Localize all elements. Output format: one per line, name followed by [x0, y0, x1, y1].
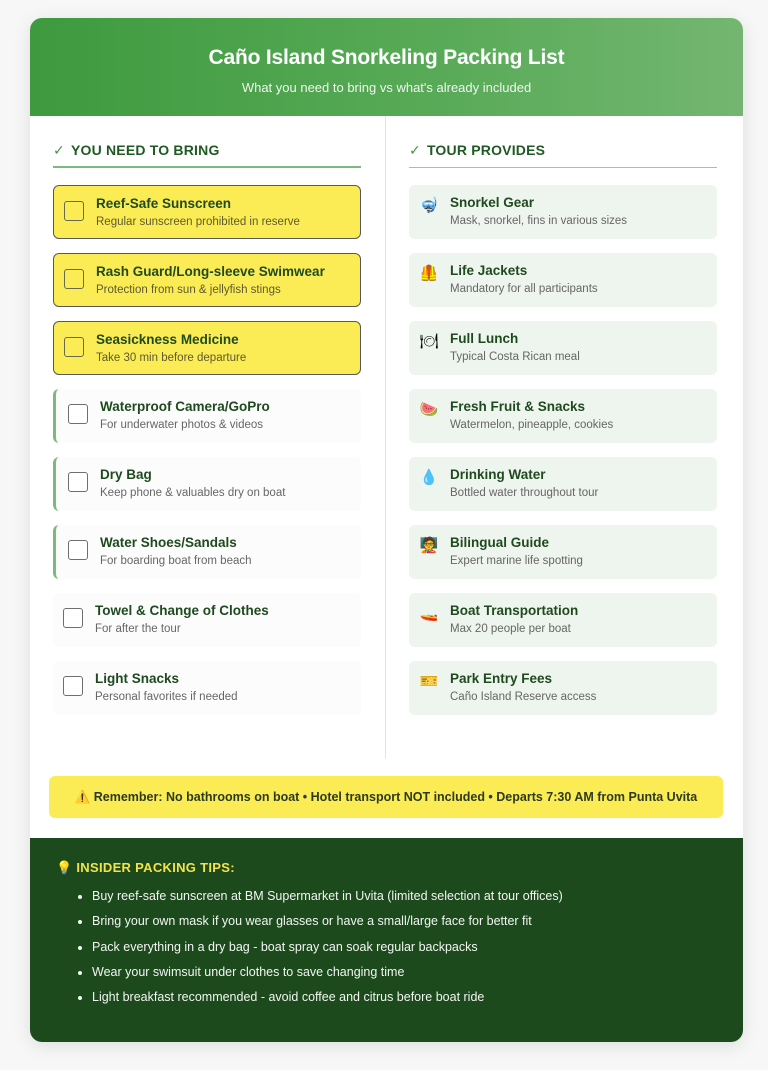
speedboat-icon: 🚤: [419, 605, 439, 622]
provides-item-park-entry-fees: [409, 661, 717, 715]
bring-heading: [53, 116, 361, 168]
tip-item: • Light breakfast recommended - avoid coffee and citrus before boat ride: [92, 989, 743, 1005]
item-name: Water Shoes/Sandals: [100, 535, 237, 550]
bring-item-seasickness-medicine[interactable]: [53, 321, 361, 375]
provides-heading-label: TOUR PROVIDES: [426, 142, 546, 158]
item-description: Protection from sun & jellyfish stings: [96, 284, 281, 296]
bring-list: [53, 185, 361, 715]
item-description: Mandatory for all participants: [450, 283, 598, 295]
bring-item-dry-bag[interactable]: [53, 457, 361, 511]
item-description: Personal favorites if needed: [95, 691, 238, 703]
guide-icon: 🧑‍🏫: [419, 537, 439, 554]
checkbox[interactable]: [68, 540, 88, 560]
item-name: Rash Guard/Long-sleeve Swimwear: [96, 264, 325, 279]
provides-item-snorkel-gear: [409, 185, 717, 239]
watermelon-icon: 🍉: [419, 401, 439, 418]
columns: [30, 116, 743, 758]
item-name: Snorkel Gear: [450, 195, 535, 210]
item-name: Full Lunch: [450, 331, 519, 346]
bring-item-water-shoes[interactable]: [53, 525, 361, 579]
header: [30, 18, 743, 116]
bring-item-light-snacks[interactable]: [53, 661, 361, 715]
item-name: Seasickness Medicine: [96, 332, 239, 347]
tip-item: • Bring your own mask if you wear glasses or have a small/large face for better fit: [92, 913, 743, 929]
item-description: For boarding boat from beach: [100, 555, 252, 567]
provides-item-life-jackets: [409, 253, 717, 307]
page-subtitle: What you need to bring vs what's already included: [241, 80, 532, 95]
provides-column: [409, 116, 717, 729]
provides-heading: [409, 116, 717, 168]
provides-item-drinking-water: [409, 457, 717, 511]
item-description: Take 30 min before departure: [96, 352, 247, 364]
provides-item-fresh-fruit: [409, 389, 717, 443]
checkbox[interactable]: [68, 472, 88, 492]
checkmark-icon: ✓: [53, 142, 65, 158]
item-name: Light Snacks: [95, 671, 180, 686]
checkbox[interactable]: [63, 608, 83, 628]
item-name: Towel & Change of Clothes: [95, 603, 269, 618]
provides-item-full-lunch: [409, 321, 717, 375]
item-name: Park Entry Fees: [450, 671, 553, 686]
insider-tips-panel: [30, 838, 743, 1042]
checkbox[interactable]: [63, 676, 83, 696]
item-description: Keep phone & valuables dry on boat: [100, 487, 286, 499]
bring-column: [53, 116, 361, 729]
bring-item-waterproof-camera[interactable]: [53, 389, 361, 443]
provides-item-boat-transportation: [409, 593, 717, 647]
bring-heading-label: YOU NEED TO BRING: [70, 142, 220, 158]
item-description: Max 20 people per boat: [450, 623, 571, 635]
bring-item-rash-guard[interactable]: [53, 253, 361, 307]
item-description: Typical Costa Rican meal: [450, 351, 580, 363]
item-description: For underwater photos & videos: [100, 419, 264, 431]
item-name: Reef-Safe Sunscreen: [96, 196, 232, 211]
tip-item: • Buy reef-safe sunscreen at BM Supermarket in Uvita (limited selection at tour offices): [92, 888, 743, 904]
snorkel-mask-icon: 🤿: [419, 197, 439, 214]
item-description: Regular sunscreen prohibited in reserve: [96, 216, 300, 228]
checkmark-icon: ✓: [409, 142, 421, 158]
item-name: Drinking Water: [450, 467, 546, 482]
ticket-icon: 🎫: [419, 673, 439, 690]
column-divider: [385, 116, 386, 758]
item-description: Watermelon, pineapple, cookies: [450, 419, 614, 431]
checkbox[interactable]: [68, 404, 88, 424]
tip-item: • Pack everything in a dry bag - boat spray can soak regular backpacks: [92, 939, 743, 955]
tips-heading: 💡 INSIDER PACKING TIPS:: [56, 860, 235, 875]
bring-item-reef-safe-sunscreen[interactable]: [53, 185, 361, 239]
checkbox[interactable]: [64, 201, 84, 221]
water-drop-icon: 💧: [419, 469, 439, 486]
item-name: Waterproof Camera/GoPro: [100, 399, 270, 414]
item-description: Mask, snorkel, fins in various sizes: [450, 215, 628, 227]
life-vest-icon: 🦺: [419, 265, 439, 282]
reminder-banner: ⚠️ Remember: No bathrooms on boat • Hotel transport NOT included • Departs 7:30 AM from Punta Uvita: [49, 776, 723, 818]
item-description: For after the tour: [95, 623, 181, 635]
provides-item-bilingual-guide: [409, 525, 717, 579]
item-description: Bottled water throughout tour: [450, 487, 599, 499]
checkbox[interactable]: [64, 269, 84, 289]
bring-item-towel[interactable]: [53, 593, 361, 647]
tip-item: • Wear your swimsuit under clothes to save changing time: [92, 964, 743, 980]
item-description: Caño Island Reserve access: [450, 691, 597, 703]
item-name: Life Jackets: [450, 263, 528, 278]
item-name: Fresh Fruit & Snacks: [450, 399, 586, 414]
item-name: Boat Transportation: [450, 603, 579, 618]
item-description: Expert marine life spotting: [450, 555, 583, 567]
provides-list: [409, 185, 717, 715]
packing-list-card: [30, 18, 743, 1042]
plate-icon: 🍽: [419, 333, 439, 350]
checkbox[interactable]: [64, 337, 84, 357]
page-title: Caño Island Snorkeling Packing List: [208, 46, 565, 69]
item-name: Bilingual Guide: [450, 535, 550, 550]
tips-list: [56, 888, 743, 1005]
item-name: Dry Bag: [100, 467, 152, 482]
